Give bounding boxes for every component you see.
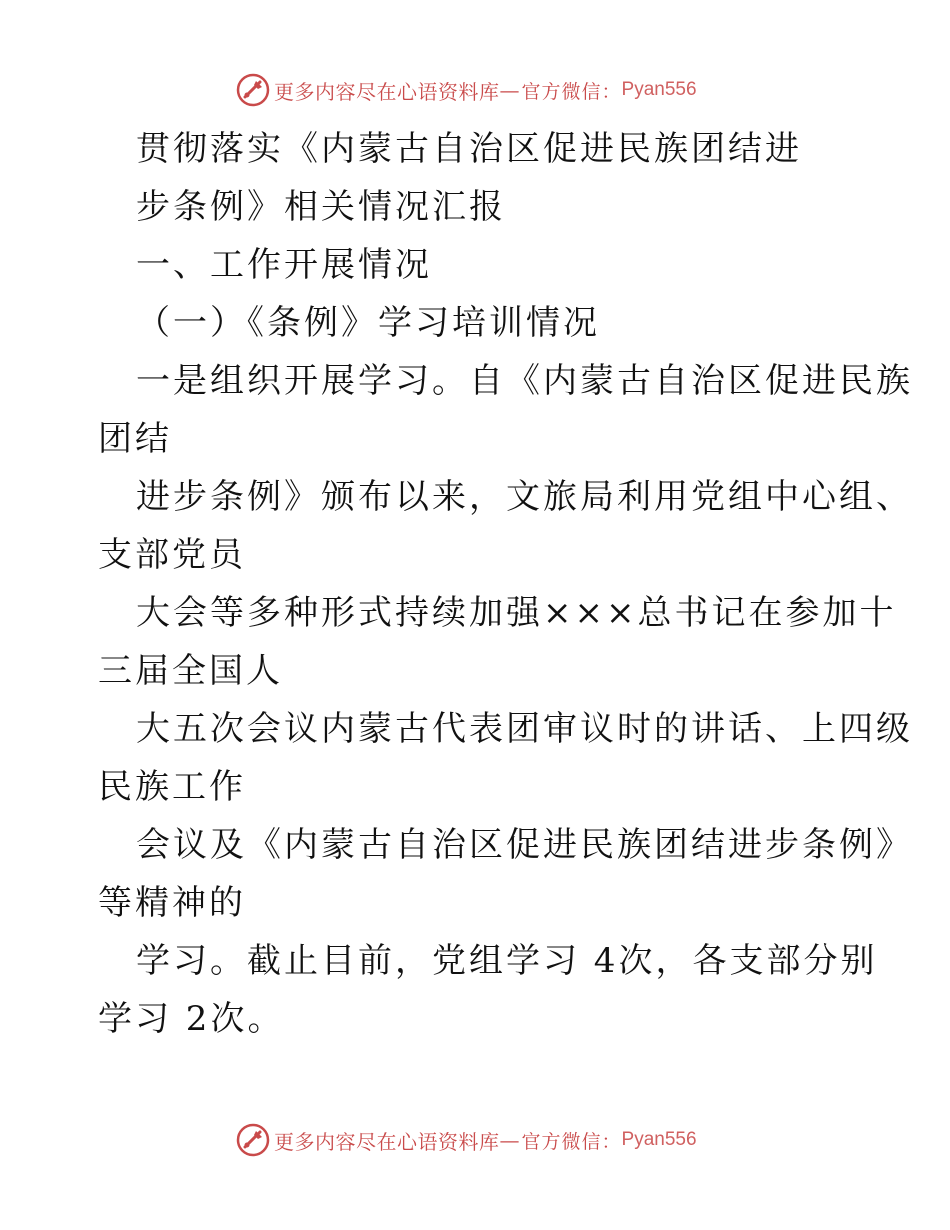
watermark-separator: — xyxy=(499,78,520,102)
doc-line: 贯彻落实《内蒙古自治区促进民族团结进 xyxy=(136,129,802,169)
watermark-wechat-label: 官方微信： xyxy=(521,80,622,103)
watermark-text: 更多内容尽在心语资料库 xyxy=(274,1129,500,1154)
watermark-separator: — xyxy=(499,1128,520,1152)
doc-line: 一、工作开展情况 xyxy=(136,245,432,285)
watermark-wechat-label: 官方微信： xyxy=(521,1130,622,1153)
doc-line: 民族工作 xyxy=(98,767,246,807)
doc-line: 步条例》相关情况汇报 xyxy=(136,187,506,227)
doc-line: 支部党员 xyxy=(98,535,246,575)
watermark-text: 更多内容尽在心语资料库 xyxy=(274,79,500,104)
watermark-logo-icon xyxy=(236,73,270,107)
doc-line: 会议及《内蒙古自治区促进民族团结进步条例》 xyxy=(136,825,913,865)
watermark-wechat-id: Pyan556 xyxy=(621,1129,697,1150)
footer-watermark xyxy=(236,1120,697,1160)
doc-line: 学习。截止目前，党组学习 4次，各支部分别 xyxy=(136,941,878,981)
doc-line: （一）《条例》学习培训情况 xyxy=(136,303,600,343)
watermark-wechat-id: Pyan556 xyxy=(621,79,697,100)
doc-line: 进步条例》颁布以来，文旅局利用党组中心组、 xyxy=(136,477,913,517)
watermark-logo-icon xyxy=(236,1123,270,1157)
doc-line: 团结 xyxy=(98,419,172,459)
doc-line: 大会等多种形式持续加强×××总书记在参加十 xyxy=(136,593,897,633)
doc-line: 三届全国人 xyxy=(98,651,283,691)
doc-line: 等精神的 xyxy=(98,883,246,923)
doc-line: 一是组织开展学习。自《内蒙古自治区促进民族 xyxy=(136,361,913,401)
doc-line: 学习 2次。 xyxy=(98,999,285,1039)
header-watermark xyxy=(236,70,697,110)
document-body xyxy=(98,120,913,1048)
doc-line: 大五次会议内蒙古代表团审议时的讲话、上四级 xyxy=(136,709,913,749)
